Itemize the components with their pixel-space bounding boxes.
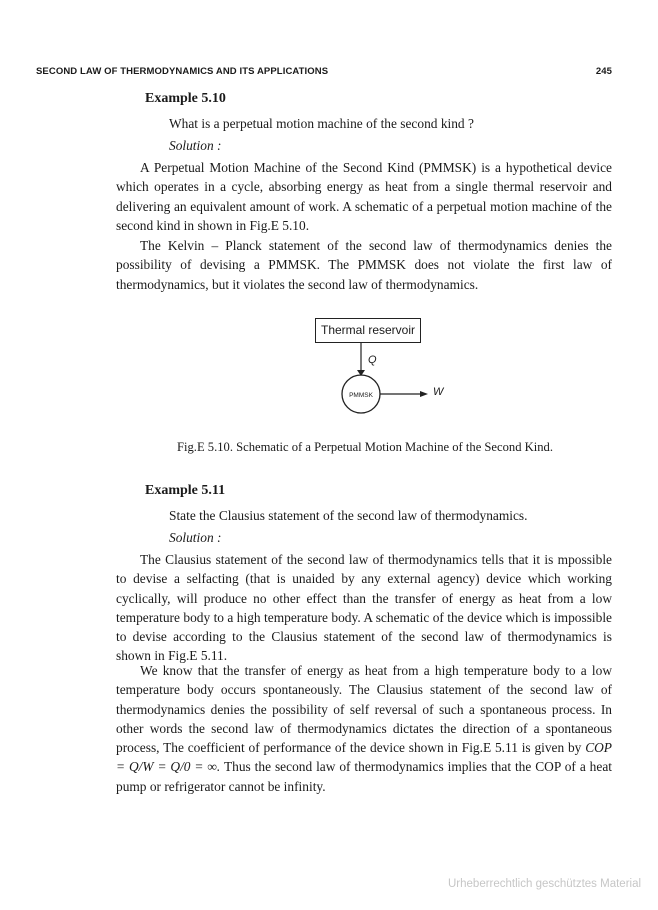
- pmmsk-schematic: [300, 314, 460, 414]
- example-5-10-para2: The Kelvin – Planck statement of the second law of thermodynamics denies the possibility of devising a PMMSK. The PMMSK does not violate the first law of thermodynamics, but it violates the second law of thermodynamics.: [116, 238, 612, 292]
- page-number: 245: [595, 66, 612, 77]
- example-5-10-para1: A Perpetual Motion Machine of the Second Kind (PMMSK) is a hypothetical device which operates in a cycle, absorbing energy as heat from a single thermal reservoir and delivering an equivalent amount of work. A schematic of a perpetual motion machine of the second kind in shown in Fig.E 5.10.: [116, 160, 612, 233]
- example-5-11-para1: The Clausius statement of the second law of thermodynamics tells that it is mpossible to devise a selfacting (that is unaided by any external agency) device which working cyclically, will produce no other effect than the transfer of energy as heat from a low temperature body to a high temperature body. A schematic of the device which is impossible to devise according to the Clausius statement of the second law of thermodynamics is shown in Fig.E 5.11.: [116, 552, 612, 664]
- heat-label: Q: [368, 354, 377, 366]
- para2-text-before: We know that the transfer of energy as heat from a high temperature body to a low temperature body occurs spontaneously. The Clausius statement of the second law of thermodynamics denies the possibility of self reversal of such a spontaneous process. In other words the second law of thermodynamics dictates the direction of a spontaneous process, The coefficient of performance of the device shown in Fig.E 5.11 is given by: [116, 663, 612, 756]
- example-5-10-solution-label: Solution :: [169, 138, 222, 153]
- example-5-11-question: State the Clausius statement of the second law of thermodynamics.: [169, 508, 528, 523]
- running-title: SECOND LAW OF THERMODYNAMICS AND ITS APPLICATIONS: [36, 66, 329, 77]
- watermark: Urheberrechtlich geschütztes Material: [448, 878, 642, 890]
- running-header: [36, 66, 612, 77]
- work-label: W: [433, 386, 444, 398]
- example-5-11-solution-label: Solution :: [169, 530, 222, 545]
- work-arrowhead: [420, 391, 428, 397]
- pmmsk-label: PMMSK: [349, 392, 373, 399]
- cop-expression: COP = Q/W = Q/0 = ∞.: [116, 740, 612, 775]
- figure-caption: Fig.E 5.10. Schematic of a Perpetual Motion Machine of the Second Kind.: [177, 440, 553, 454]
- para2-text-after: Thus the second law of thermodynamics implies that the COP of a heat pump or refrigerator cannot be infinity.: [116, 759, 612, 794]
- example-5-11-heading: Example 5.11: [145, 483, 226, 498]
- example-5-10-question: What is a perpetual motion machine of the second kind ?: [169, 116, 474, 131]
- example-5-10-heading: Example 5.10: [145, 91, 226, 106]
- example-5-11-para2: [116, 661, 612, 796]
- thermal-reservoir-box: Thermal reservoir: [315, 318, 421, 343]
